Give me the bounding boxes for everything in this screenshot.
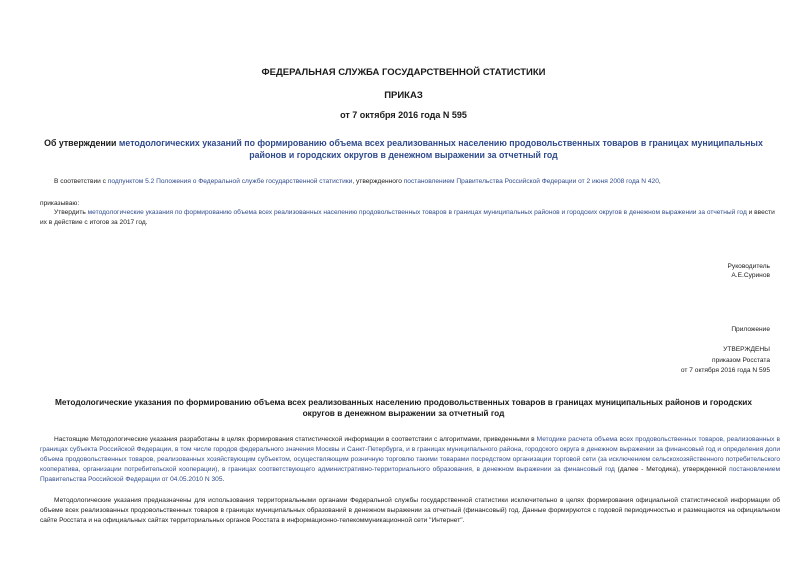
approve-text-a: Утвердить [54, 209, 88, 216]
method-calc-link[interactable]: Методике расчета объема всех продовольственных товаров, реализованных в границах субъекта Российской Федерации, в том числе городов федерального значения Москвы и Санкт-Петербурга, и в границах муниципального района, городского округа в денежном выражении за финансовый год и определения доли объема продовольственных товаров, реализованных хозяйствующим субъектом, осуществляющим розничную торговлю такими товарами посредством организации торговой сети (за исключением сельскохозяйственного потребительского кооператива, организации потребительской кооперации), в границах соответствующего административно-территориального образования, в денежном выражении за финансовый год [40, 436, 780, 473]
government-decree-link[interactable]: постановлением Правительства Российской Федерации от 2 июня 2008 года N 420 [403, 178, 659, 185]
appendix-label: Приложение [731, 326, 770, 333]
approve-text-b: и ввести их в действие с итогов за 2017 год. [40, 209, 775, 226]
preamble-text-b: , утвержденного [352, 178, 404, 185]
preamble-paragraph [54, 177, 784, 187]
methodology-paragraph-1 [40, 435, 780, 485]
preamble-text-a: В соответствии с [54, 178, 108, 185]
para1-text-b: (далее - Методика), утвержденной [614, 466, 730, 473]
title-prefix: Об утверждении [44, 138, 119, 148]
regulation-link[interactable]: подпунктом 5.2 Положения о Федеральной службе государственной статистики [107, 178, 353, 185]
preamble-text-c: , [658, 178, 661, 185]
signature-position: Руководитель [727, 263, 770, 270]
doc-type-heading: ПРИКАЗ [384, 90, 423, 101]
para1-text-c: . [222, 476, 225, 483]
methodology-title: Методологические указания по формированию объема всех реализованных населению продовольственных товаров в границах муниципальных районов и городских округов в денежном выражении за отчетный год [55, 397, 752, 418]
agency-heading: ФЕДЕРАЛЬНАЯ СЛУЖБА ГОСУДАРСТВЕННОЙ СТАТИСТИКИ [261, 67, 546, 78]
approved-date: от 7 октября 2016 года N 595 [680, 367, 770, 374]
methodology-paragraph-2: Методологические указания предназначены для использования территориальными органами Федеральной службы государственной статистики исключительно в целях формирования официальной статистической информации об объеме всех реализованных продовольственных товаров в границах муниципальных образований в денежном выражении за отчетный (финансовый) год. Данные формируются с годовой периодичностью и размещаются на официальном сайте Росстата и на официальных сайтах территориальных органов Росстата в информационно-телекоммуникационной сети "Интернет". [40, 497, 780, 524]
document-title [28, 137, 779, 161]
doc-date-number: от 7 октября 2016 года N 595 [340, 110, 467, 120]
para1-text-a: Настоящие Методологические указания разработаны в целях формирования статистической информации в соответствии с алгоритмами, приведенными в [54, 436, 537, 443]
order-word: приказываю: [40, 200, 80, 207]
approve-paragraph [40, 208, 780, 228]
methodology-link[interactable]: методологические указания по формированию объема всех реализованных населению продовольственных товаров в границах муниципальных районов и городских округов в денежном выражении за отчетный год [87, 209, 747, 216]
approved-by-order: приказом Росстата [712, 357, 770, 364]
title-link[interactable]: методологических указаний по формированию объема всех реализованных населению продовольственных товаров в границах муниципальных районов и городских округов в денежном выражении за отчетный год [118, 138, 763, 160]
decree-305-link[interactable]: постановлением Правительства Российской Федерации от 04.05.2010 N 305 [40, 466, 780, 483]
signature-name: А.Е.Суринов [731, 272, 770, 279]
approved-label: УТВЕРЖДЕНЫ [723, 346, 770, 353]
